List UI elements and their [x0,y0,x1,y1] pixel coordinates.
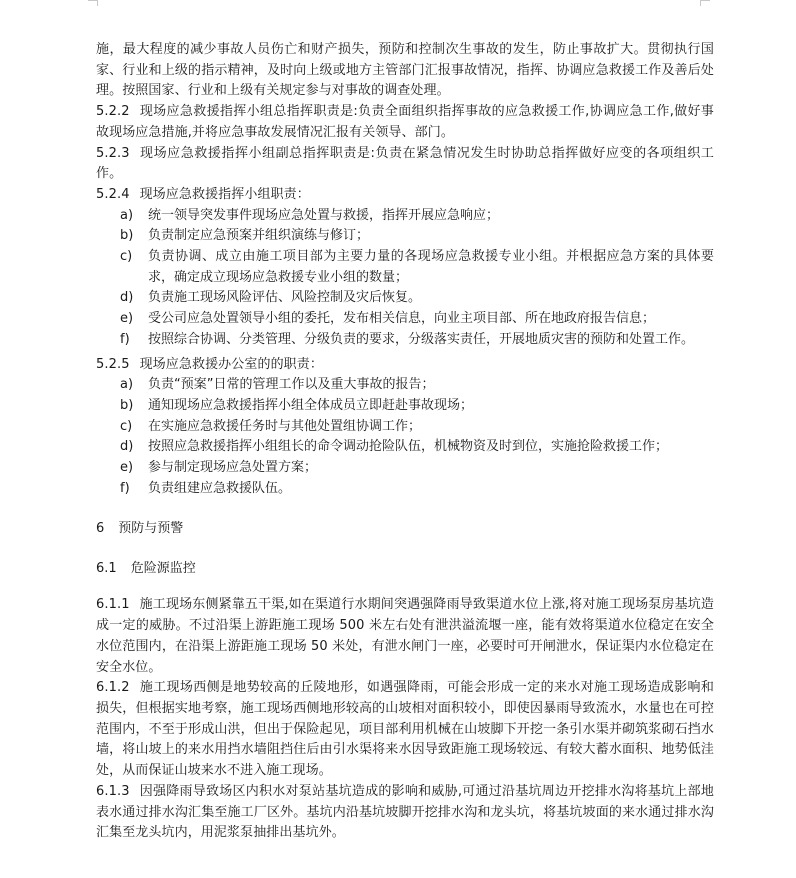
clause-text: 因强降雨导致场区内积水对泵站基坑造成的影响和威胁,可通过沿基坑周边开挖排水沟将基坑上部地表水通过排水沟汇集至施工厂区外。基坑内沿基坑坡脚开挖排水沟和龙头坑，将基坑坡面的来水通过排水沟汇集至龙头坑内，用泥浆泵抽排出基坑外。 [96,783,714,841]
clause-5-2-4 [96,185,714,206]
section-number: 6.1 [96,561,117,577]
clause-number: 6.1.2 [96,680,130,696]
list-item-label: e) [120,460,134,476]
crop-mark-top-left-vertical [97,0,98,6]
clause-title: 现场应急救援办公室的的职责： [139,356,323,372]
list-item-text: 在实施应急救援任务时与其他处置组协调工作； [148,418,422,434]
list-item-text: 负责施工现场风险评估、风险控制及灾后恢复。 [148,290,422,306]
list-item-label: b) [120,228,134,244]
list-item-label: f) [120,331,130,347]
clause-5-2-2 [96,102,714,143]
clause-number: 5.2.4 [96,186,130,202]
list-item-label: a) [120,207,134,223]
list-item-label: a) [120,377,134,393]
clause-6-1-1 [96,595,714,678]
list-item [96,206,714,227]
clause-6-1-3 [96,782,714,844]
clause-number: 5.2.3 [96,145,130,161]
clause-text: 现场应急救援指挥小组总指挥职责是:负责全面组织指挥事故的应急救援工作,协调应急工作,做好事故现场应急措施,并将应急事故发展情况汇报有关领导、部门。 [96,104,714,140]
clause-number: 5.2.5 [96,356,130,372]
section-6-heading [96,519,714,539]
clause-number: 6.1.1 [96,597,130,613]
list-item-label: d) [120,439,134,455]
section-title: 危险源监控 [130,561,196,577]
list-item [96,396,714,417]
clause-number: 5.2.2 [96,104,130,120]
crop-mark-top-right [700,0,710,1]
clause-5-2-5 [96,355,714,376]
list-item [96,437,714,458]
list-item-text: 按照应急救援指挥小组组长的命令调动抢险队伍，机械物资及时到位，实施抢险救援工作； [148,439,669,455]
document-page [96,40,714,844]
list-item-label: d) [120,290,134,306]
list-item-text: 负责制定应急预案并组织演练与修订； [148,228,370,244]
list-item [96,417,714,438]
clause-text: 施工现场东侧紧靠五干渠,如在渠道行水期间突遇强降雨导致渠道水位上涨,将对施工现场泵房基坑造成一定的威胁。不过沿渠上游距施工现场 500 米左右处有泄洪溢流堰一座，能有效将渠道水位稳定在安全水位范围内，在沿渠上游距施工现场 50 米处，有泄水闸门一座，必要时可开闸泄水，保证渠内水位稳定在安全水位。 [96,597,714,675]
clause-text: 施工现场西侧是地势较高的丘陵地形，如遇强降雨，可能会形成一定的来水对施工现场造成影响和损失，但根据实地考察，施工现场西侧地形较高的山坡相对面积较小，即使因暴雨导致流水，水量也在可控范围内，不至于形成山洪，但出于保险起见，项目部利用机械在山坡脚下开挖一条引水渠并砌筑浆砌石挡水墙，将山坡上的来水用挡水墙阻挡住后由引水渠将来水因导致距施工现场较远、有较大蓄水面积、地势低洼处，从而保证山坡来水不进入施工现场。 [96,680,714,779]
clause-5-2-5-list [96,375,714,499]
list-item-text: 受公司应急处置领导小组的委托，发布相关信息，向业主项目部、所在地政府报告信息； [148,311,656,327]
list-item [96,458,714,479]
list-item-text: 负责协调、成立由施工项目部为主要力量的各现场应急救援专业小组。并根据应急方案的具体要求，确定成立现场应急救援专业小组的数量； [148,249,714,285]
clause-number: 6.1.3 [96,783,130,799]
list-item-text: 负责组建应急救援队伍。 [148,480,292,496]
list-item [96,375,714,396]
list-item-label: c) [120,249,133,265]
section-number: 6 [96,521,105,537]
list-item [96,479,714,500]
clause-5-2-4-list [96,206,714,351]
list-item-label: f) [120,480,130,496]
list-item [96,330,714,351]
list-item [96,247,714,288]
list-item [96,226,714,247]
list-item [96,309,714,330]
list-item-label: e) [120,311,134,327]
list-item-text: 通知现场应急救援指挥小组全体成员立即赶赴事故现场； [148,397,474,413]
list-item-text: 按照综合协调、分类管理、分级负责的要求，分级落实责任，开展地质灾害的预防和处置工作。 [148,331,695,347]
section-title: 预防与预警 [118,521,184,537]
list-item-text: 负责“预案”日常的管理工作以及重大事故的报告； [148,377,435,393]
list-item-label: b) [120,397,134,413]
clause-text: 现场应急救援指挥小组副总指挥职责是:负责在紧急情况发生时协助总指挥做好应变的各项组织工作。 [96,145,714,182]
clause-title: 现场应急救援指挥小组职责： [139,186,310,202]
clause-5-2-3 [96,144,714,185]
list-item [96,288,714,309]
list-item-text: 统一领导突发事件现场应急处置与救援，指挥开展应急响应； [148,207,500,223]
list-item-text: 参与制定现场应急处置方案； [148,460,318,476]
intro-paragraph: 施，最大程度的减少事故人员伤亡和财产损失，预防和控制次生事故的发生，防止事故扩大。贯彻执行国家、行业和上级的指示精神，及时向上级或地方主管部门汇报事故情况，指挥、协调应急救援工作及善后处理。按照国家、行业和上级有关规定参与对事故的调查处理。 [96,42,714,99]
list-item-label: c) [120,418,133,434]
clause-6-1-2 [96,678,714,782]
crop-mark-top-right-vertical [700,0,701,6]
section-6-1-heading [96,559,714,579]
